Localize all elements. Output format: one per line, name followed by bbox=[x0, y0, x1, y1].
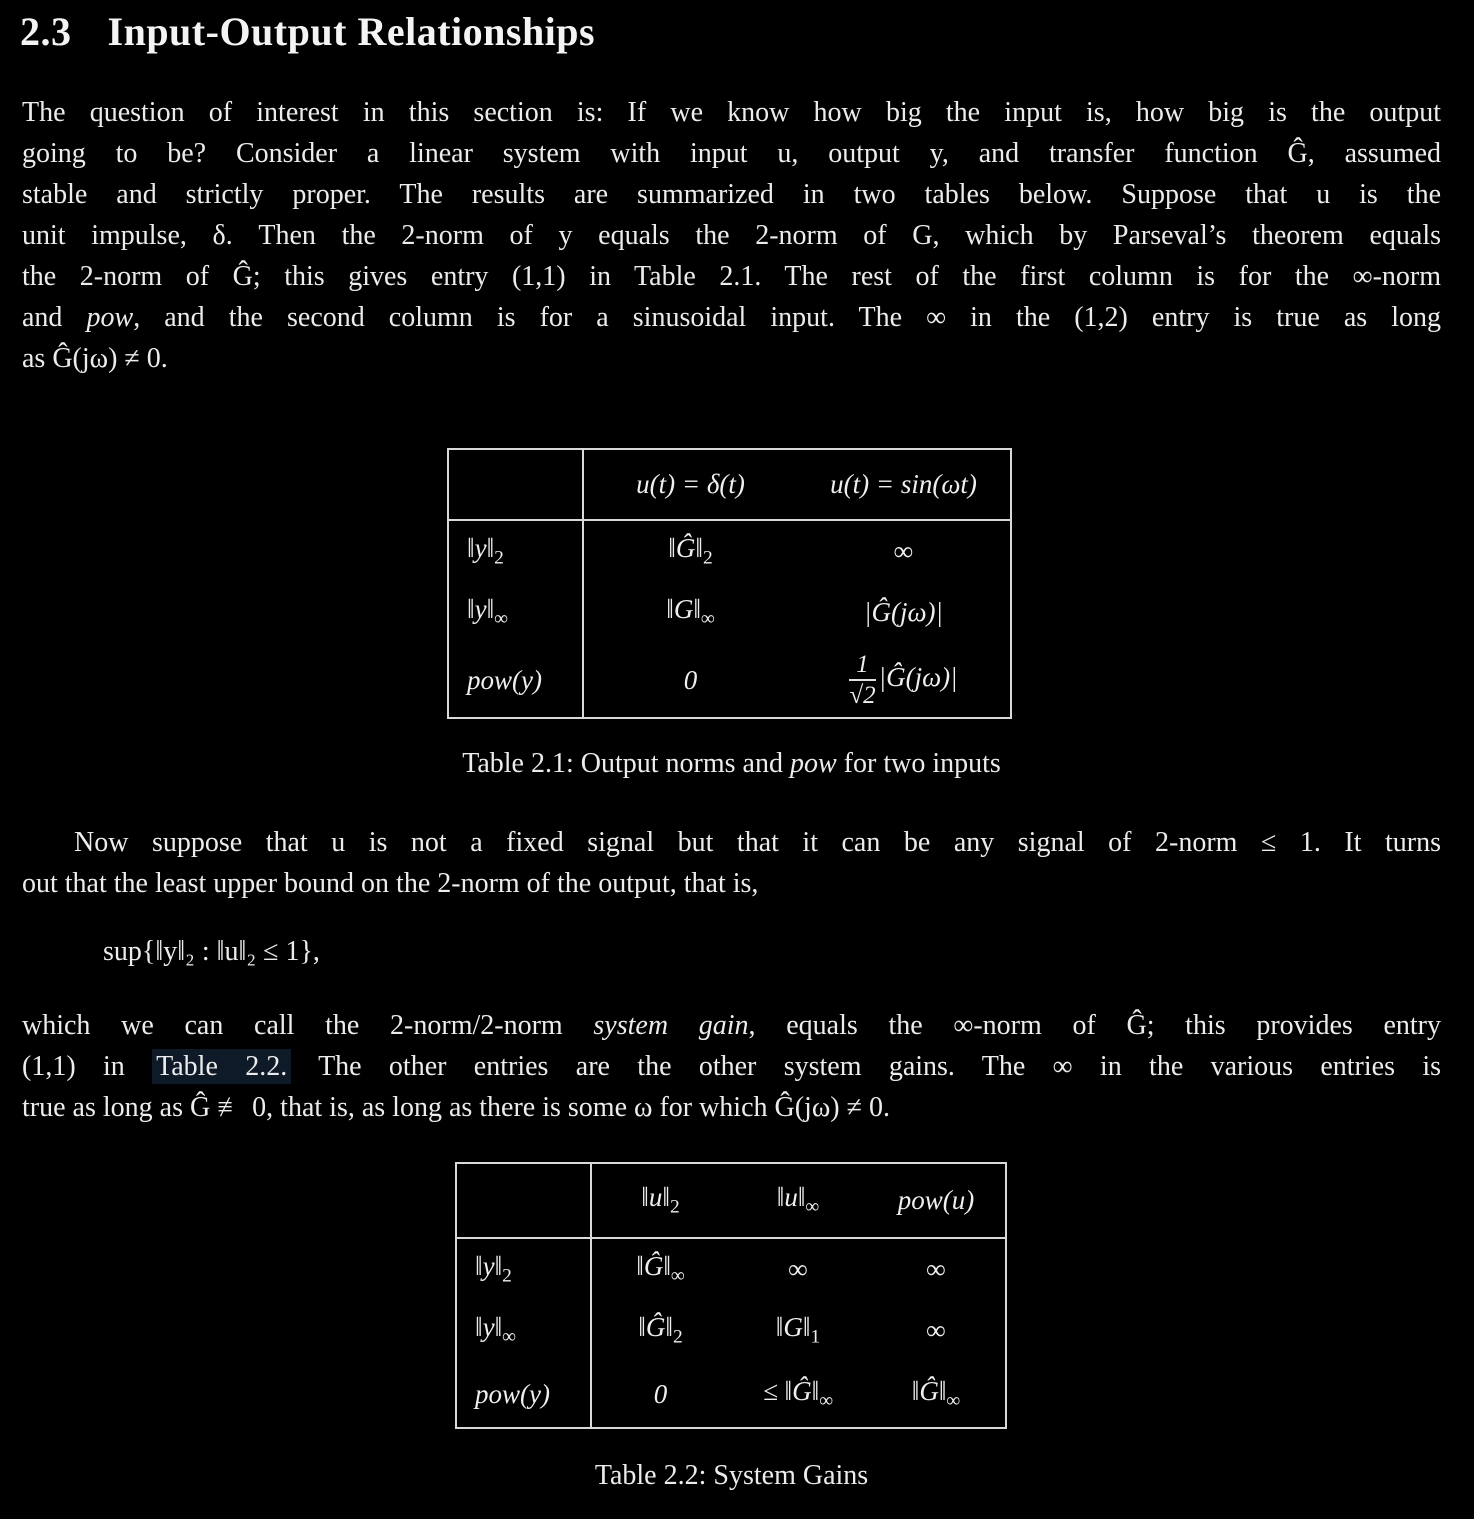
t2-col-header-u2: $‖u‖_2$ bbox=[591, 1163, 729, 1238]
text-segment: , and the second column is for a sinusoidal input. The ∞ in the (1,2) entry is true as long bbox=[133, 302, 1441, 333]
emphasis-system-gain: system gain bbox=[593, 1010, 749, 1041]
display-formula: sup{‖y‖₂ : ‖u‖₂ ≤ 1}, bbox=[103, 936, 320, 967]
section-heading bbox=[20, 8, 595, 55]
t2-cell: ∞ bbox=[926, 1254, 946, 1284]
text-segment: (1,1) in bbox=[22, 1051, 153, 1082]
t1-row-label-y2: $‖y‖_2$ bbox=[448, 520, 583, 581]
text-line: as Ĝ(jω) ≠ 0. bbox=[22, 343, 168, 374]
t2-row-label-pow: pow(y) bbox=[456, 1361, 591, 1428]
t2-cell: $‖Ĝ‖_2$ bbox=[638, 1312, 683, 1348]
t2-cell: ≤ $‖Ĝ‖_\infty$ bbox=[762, 1375, 834, 1412]
section-title: Input-Output Relationships bbox=[107, 9, 596, 54]
t1-cell-fraction: $\frac{1}{√2}$ |Ĝ(jω)| bbox=[849, 651, 958, 709]
t1-cell-Gjw: |Ĝ(jω)| bbox=[864, 596, 943, 627]
text-line: going to be? Consider a linear system with input u, output y, and transfer function Ĝ, assumed bbox=[22, 138, 1441, 169]
t2-cell: ∞ bbox=[788, 1254, 808, 1284]
text-line: the 2-norm of Ĝ; this gives entry (1,1) in Table 2.1. The rest of the first column is for the ∞-norm bbox=[22, 261, 1441, 292]
paragraph-1 bbox=[22, 92, 1441, 379]
text-line: The question of interest in this section is: If we know how big the input is, how big is the output bbox=[22, 97, 1441, 128]
t1-cell-Ginf: $‖G‖_\infty$ bbox=[666, 593, 715, 630]
text-segment: The other entries are the other system gains. The ∞ in the various entries is bbox=[291, 1051, 1441, 1082]
table-2-1-caption: Table 2.1: Output norms and pow for two inputs bbox=[462, 748, 1001, 779]
t2-cell: $‖G‖_1$ bbox=[775, 1312, 821, 1348]
text-segment: which we can call the 2-norm/2-norm bbox=[22, 1010, 594, 1041]
t1-col-header-impulse: u(t) = δ(t) bbox=[583, 449, 797, 520]
text-line bbox=[22, 1005, 1441, 1046]
text-segment: , equals the ∞-norm of Ĝ; this provides entry bbox=[748, 1010, 1441, 1041]
t1-corner-cell bbox=[448, 449, 583, 520]
t1-row-label-pow: pow(y) bbox=[448, 643, 583, 718]
table-2-2-caption: Table 2.2: System Gains bbox=[594, 1460, 869, 1491]
table-2-1 bbox=[447, 448, 1012, 719]
t2-cell: $‖Ĝ‖_\infty$ bbox=[911, 1375, 961, 1412]
table-2-2-reference-link[interactable]: Table 2.2. bbox=[152, 1049, 291, 1084]
t2-col-header-powu: pow(u) bbox=[867, 1163, 1006, 1238]
text-segment: and bbox=[22, 302, 87, 333]
text-line: unit impulse, δ. Then the 2-norm of y equals the 2-norm of G, which by Parseval’s theorem equals bbox=[22, 220, 1441, 251]
section-number: 2.3 bbox=[20, 9, 72, 54]
t2-col-header-uinf: $‖u‖_\infty$ bbox=[729, 1163, 867, 1238]
emphasis-pow: pow bbox=[789, 748, 837, 779]
t2-cell: 0 bbox=[653, 1378, 668, 1409]
t1-row-label-yinf: $‖y‖_\infty$ bbox=[448, 581, 583, 643]
text-line bbox=[22, 297, 1441, 338]
t2-row-label-yinf: $‖y‖_\infty$ bbox=[456, 1300, 591, 1361]
text-line bbox=[22, 1046, 1441, 1087]
table-2-2 bbox=[455, 1162, 1007, 1429]
paragraph-2 bbox=[22, 822, 1441, 904]
emphasis-pow: pow bbox=[86, 302, 134, 333]
text-line: Now suppose that u is not a fixed signal but that it can be any signal of 2-norm ≤ 1. It turns bbox=[74, 827, 1441, 858]
t1-cell-inf: ∞ bbox=[893, 535, 914, 566]
t1-col-header-sinusoid: u(t) = sin(ωt) bbox=[797, 449, 1011, 520]
fraction: $\frac{1}{√2}$ bbox=[849, 651, 876, 709]
text-line: stable and strictly proper. The results are summarized in two tables below. Suppose that u is the bbox=[22, 179, 1441, 210]
paragraph-3 bbox=[22, 1005, 1441, 1128]
t2-corner-cell bbox=[456, 1163, 591, 1238]
t2-cell: $‖Ĝ‖_\infty$ bbox=[636, 1251, 685, 1287]
text-line: out that the least upper bound on the 2-norm of the output, that is, bbox=[22, 868, 759, 899]
t2-cell: ∞ bbox=[926, 1315, 946, 1345]
text-line: true as long as Ĝ ≢ 0, that is, as long as there is some ω for which Ĝ(jω) ≠ 0. bbox=[22, 1092, 890, 1123]
t1-cell-G2: $‖Ĝ‖_2$ bbox=[668, 532, 713, 569]
t1-cell-zero: 0 bbox=[683, 664, 698, 695]
t2-row-label-y2: $‖y‖_2$ bbox=[456, 1238, 591, 1300]
